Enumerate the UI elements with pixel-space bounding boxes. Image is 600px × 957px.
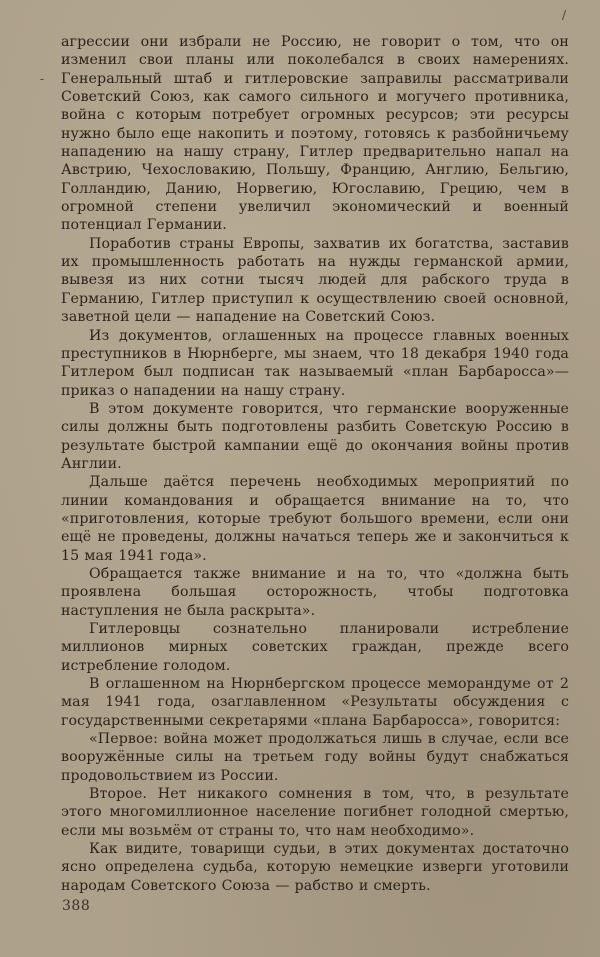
paragraph: Гитлеровцы сознательно планировали истребление миллионов мирных советских граждан, прежде всего истребление голодом. — [61, 621, 569, 674]
paragraph: Из документов, оглашенных на процессе главных военных преступников в Нюрнберге, мы знаем, что 18 декабря 1940 года Гитлером был подписан так называемый «план Барбаросса»—приказ о нападении на нашу страну. — [61, 327, 569, 399]
margin-mark: - — [40, 72, 45, 86]
page-number: 388 — [62, 898, 91, 914]
paragraph: Обращается также внимание и на то, что «должна быть проявлена большая осторожность, чтобы подготовка наступления не была раскрыта». — [61, 565, 569, 619]
paragraph: В этом документе говорится, что германские вооруженные силы должны быть подготовлены разбить Советскую Россию в результате быстрой кампании ещё до окончания войны против Англии. — [61, 400, 569, 472]
paragraph: Дальше даётся перечень необходимых мероприятий по линии командования и обращается внимание на то, что «приготовления, которые требуют большого времени, если они ещё не проведены, должны начаться теперь же и закончиться к 15 мая 1941 года». — [61, 474, 569, 564]
paragraph: «Первое: война может продолжаться лишь в случае, если все вооружённые силы на третьем году войны будут снабжаться продовольствием из России. — [61, 731, 569, 784]
paragraph: Как видите, товарищи судьи, в этих документах достаточно ясно определена судьба, которую немецкие изверги уготовили народам Советского Союза — рабство и смерть. — [61, 841, 569, 894]
paragraph: агрессии они избрали не Россию, не говорит о том, что он изменил свои планы или поколебался в своих намерениях. Генеральный штаб и гитлеровские заправилы рассматривали Советский Союз, как самого сильного и могучего противника, война с которым потребует огромных ресурсов; эти ресурсы нужно было еще накопить и поэтому, готовясь к разбойничьему нападению на нашу страну, Гитлер предварительно напал на Австрию, Чехословакию, Польшу, Францию, Англию, Бельгию, Голландию, Данию, Норвегию, Югославию, Грецию, чем в огромной степени увеличил экономический и военный потенциал Германии. — [61, 34, 569, 234]
body-text — [61, 33, 569, 895]
margin-mark: / — [562, 8, 567, 22]
paragraph: Второе. Нет никакого сомнения в том, что, в результате этого многомиллионное население погибнет голодной смертью, если мы возьмём от страны то, что нам необходимо». — [61, 786, 569, 839]
paragraph: Поработив страны Европы, захватив их богатства, заставив их промышленность работать на нужды германской армии, вывезя из них сотни тысяч людей для рабского труда в Германию, Гитлер приступил к осуществлению своей основной, заветной цели — нападение на Советский Союз. — [61, 235, 569, 326]
paragraph: В оглашенном на Нюрнбергском процессе меморандуме от 2 мая 1941 года, озаглавленном «Результаты обсуждения с государственными секретарями «плана Барбаросса», говорится: — [61, 676, 569, 729]
